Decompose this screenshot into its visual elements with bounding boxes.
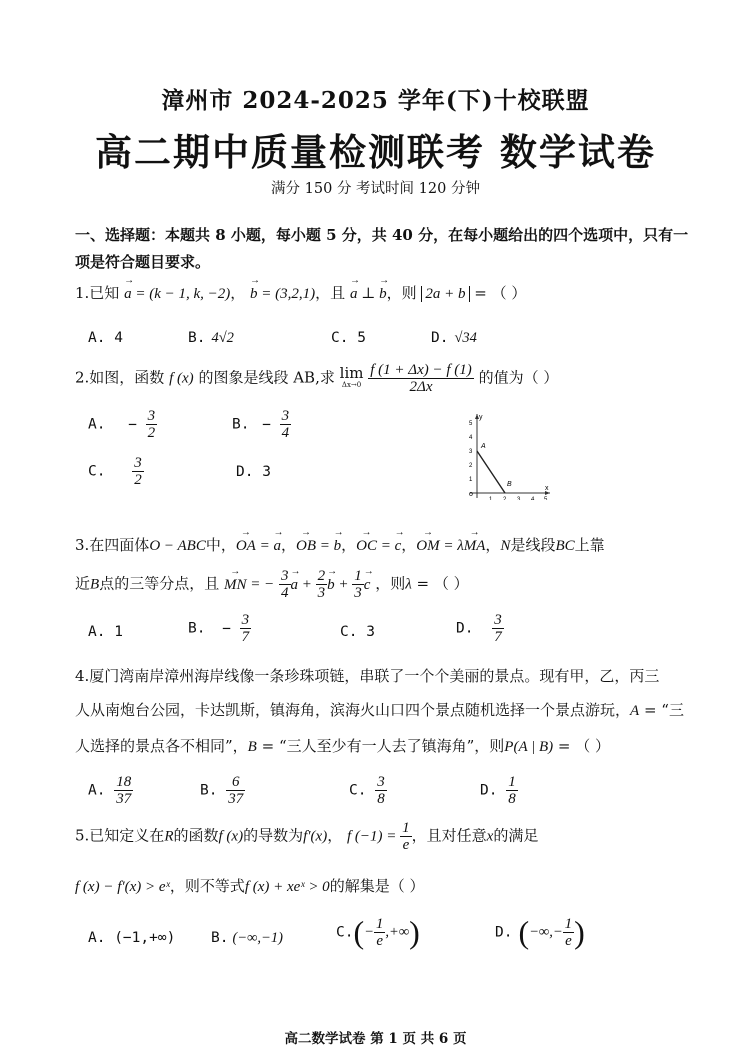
x-axis-label: x [545,485,549,492]
page-footer: 高二数学试卷 第 1 页 共 6 页 [284,1031,467,1047]
point-a-label: A [481,443,486,450]
x-tick-2: 2 [503,497,507,500]
q1-perp: → a ⊥ → b [350,286,387,302]
question-2-stem [75,362,558,395]
q1-a-expr: = (k − 1, k, −2) [131,286,231,302]
vector-b: → b [250,286,258,303]
q4-option-d: D. $\frac{1}{8}$ [480,774,516,807]
q4-option-c: C. $\frac{3}{8}$ [349,774,385,807]
q2-graph [455,410,555,500]
q2-fx: f (x) [169,370,194,387]
question-4-line3: 人选择的景点各不相同”，B = “三人至少有一人去了镇海角”，则P(A | B) = （ ） [75,737,611,755]
q3-option-a: A. 1 [88,624,123,640]
x-tick-5: 5 [544,497,548,500]
q1-prefix: 1.已知 [75,284,120,302]
q2-limit: lim Δx→0 [339,363,364,389]
q3-option-d: D. $\frac{3}{7}$ [456,612,502,645]
y-tick-1: 1 [469,477,473,483]
question-5-line2: f (x) − f′(x) > eˣ，则不等式f (x) + xeˣ > 0的解集是（ ） [75,877,425,895]
q1-option-d: D. √34 [431,330,477,346]
question-5-line1: 5.已知定义在R的函数f (x)的导数为f′(x)， f (−1) = $\frac{1}{e}$ ，且对任意x的满足 [75,820,539,853]
q4-option-a: A. $\frac{18}{37}$ [88,774,132,807]
q5-option-d: D. (−∞,− $\frac{1}{e}$ ) [495,914,585,950]
question-3-line1: 3.在四面体O − ABC中，→ OA = → a，→ OB = → b，→ OC = → c，→ OM = λ→ MA，N是线段BC上靠 [75,534,605,555]
q2-option-a: A. − $\frac{3}{2}$ [88,408,156,441]
x-tick-4: 4 [531,497,535,500]
question-3-line2: 近B点的三等分点，且 → MN = − $\frac{3}{4}$ → a + $\frac{2}{3}$ → b + $\frac{1}{3}$ → c ，则λ = （ ） [75,568,469,601]
exam-title-line1: 漳州市 2024-2025 学年(下)十校联盟 [161,87,590,114]
question-1-stem: 1.已知 → a = (k − 1, k, −2)， → b = (3,2,1)，且 → a ⊥ → b，则 2a + b = （ ） [75,282,526,303]
q1-tail: = （ ） [469,284,527,302]
q2-fraction: $\frac{f (1 + \Delta x) - f (1)}{2\Delta x}$ [370,362,472,395]
point-b-label: B [507,481,512,488]
q1-cond-post: ，则 [386,284,417,302]
y-tick-3: 3 [469,449,473,455]
q5-option-a: A. (−1,+∞) [88,930,176,946]
segment-ab [477,451,505,493]
y-tick-4: 4 [469,435,473,441]
origin-label: o [469,491,473,498]
question-4-line2: 人从南炮台公园，卡达凯斯，镇海角，滨海火山口四个景点随机选择一个景点游玩，A = “三 [75,701,684,719]
q5-option-c: C.(− $\frac{1}{e}$ ,+∞) [336,914,420,950]
exam-title-main: 高二期中质量检测联考 数学试卷 [95,130,656,174]
question-4-line1: 4.厦门湾南岸漳州海岸线像一条珍珠项链，串联了一个个美丽的景点。现有甲，乙，丙三 [75,667,660,685]
q2-option-c: C. $\frac{3}{2}$ [88,455,142,488]
q3-option-b: B. − $\frac{3}{7}$ [188,612,250,645]
q2-prefix: 2.如图，函数 [75,368,165,387]
x-tick-1: 1 [489,497,493,500]
q1-option-a: A. 4 [88,330,123,346]
exam-info: 满分 150 分 考试时间 120 分钟 [271,181,480,197]
q2-mid: 的图象是线段 AB,求 [198,368,335,387]
y-axis-label: y [479,414,483,421]
q4-option-b: B. $\frac{6}{37}$ [200,774,244,807]
q2-option-d: D. 3 [236,464,271,480]
y-tick-2: 2 [469,463,473,469]
x-tick-3: 3 [517,497,521,500]
q2-tail: 的值为（ ） [478,368,559,387]
section-heading-line2: 项是符合题目要求。 [75,253,211,271]
y-tick-5: 5 [469,421,473,427]
q1-option-b: B. 4√2 [188,330,234,346]
q1-b-expr: = (3,2,1) [257,286,316,302]
q3-option-c: C. 3 [340,624,375,640]
q2-option-b: B. − $\frac{3}{4}$ [232,408,290,441]
vector-a: → a [124,286,132,303]
q5-option-b: B. (−∞,−1) [211,930,283,946]
q1-abs: 2a + b [421,286,469,302]
q1-option-c: C. 5 [331,330,366,346]
section-heading-line1: 一、选择题：本题共 8 小题，每小题 5 分，共 40 分，在每小题给出的四个选项中，只有一 [75,226,689,244]
q1-cond-pre: ，且 [315,284,346,302]
